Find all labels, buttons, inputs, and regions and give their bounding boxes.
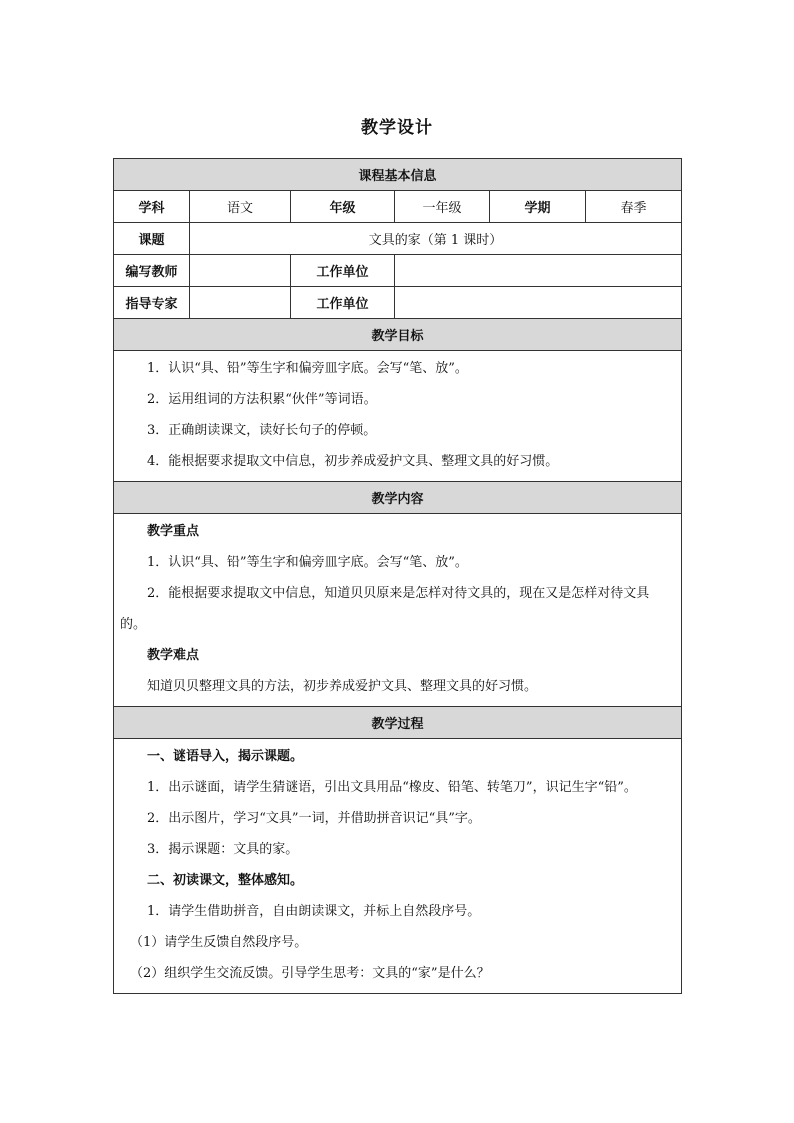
- key-point-item: 1．认识“具、铅”等生字和偏旁皿字底。会写“笔、放”。: [147, 555, 468, 570]
- lesson-label: 课题: [114, 223, 190, 255]
- process-body: [114, 739, 682, 994]
- difficult-point-text: 知道贝贝整理文具的方法，初步养成爱护文具、整理文具的好习惯。: [147, 679, 538, 694]
- goals-body: [114, 351, 682, 482]
- lesson-plan-table: [113, 158, 682, 994]
- goal-item: 1．认识“具、铅”等生字和偏旁皿字底。会写“笔、放”。: [147, 361, 468, 376]
- grade-value: 一年级: [395, 191, 490, 223]
- process-item: 1．请学生借助拼音，自由朗读课文，并标上自然段序号。: [147, 904, 481, 919]
- process-item: 3．揭示课题：文具的家。: [147, 842, 299, 857]
- difficult-points-title: 教学难点: [147, 648, 200, 663]
- basic-info-header: 课程基本信息: [114, 159, 682, 191]
- goal-item: 3．正确朗读课文，读好长句子的停顿。: [147, 423, 377, 438]
- process-item: 2．出示图片，学习“文具”一词，并借助拼音识记“具”字。: [147, 811, 481, 826]
- goal-item: 4．能根据要求提取文中信息，初步养成爱护文具、整理文具的好习惯。: [147, 454, 559, 469]
- advisor-unit-label: 工作单位: [291, 287, 395, 319]
- content-body: [114, 514, 682, 707]
- lesson-value: 文具的家（第 1 课时）: [190, 223, 682, 255]
- grade-label: 年级: [291, 191, 395, 223]
- subject-label: 学科: [114, 191, 190, 223]
- page-title: 教学设计: [361, 118, 433, 138]
- key-points-title: 教学重点: [147, 524, 200, 539]
- advisor-label: 指导专家: [114, 287, 190, 319]
- process-subitem: （2）组织学生交流反馈。引导学生思考：文具的“家”是什么？: [130, 966, 490, 981]
- process-item: 1．出示谜面，请学生猜谜语，引出文具用品“橡皮、铅笔、转笔刀”，识记生字“铅”。: [147, 780, 637, 795]
- advisor-unit-value: [395, 287, 682, 319]
- subject-value: 语文: [190, 191, 291, 223]
- process-header: 教学过程: [114, 707, 682, 739]
- term-value: 春季: [586, 191, 682, 223]
- term-label: 学期: [490, 191, 586, 223]
- work-unit-label: 工作单位: [291, 255, 395, 287]
- author-value: [190, 255, 291, 287]
- process-subitem: （1）请学生反馈自然段序号。: [130, 935, 308, 950]
- process-section-title: 一、谜语导入，揭示课题。: [147, 749, 304, 764]
- process-section-title: 二、初读课文，整体感知。: [147, 873, 304, 888]
- content-header: 教学内容: [114, 482, 682, 514]
- author-label: 编写教师: [114, 255, 190, 287]
- goal-item: 2．运用组词的方法积累“伙伴”等词语。: [147, 392, 377, 407]
- goals-header: 教学目标: [114, 319, 682, 351]
- key-point-item: 2．能根据要求提取文中信息，知道贝贝原来是怎样对待文具的，现在又是怎样对待文具的。: [120, 586, 650, 632]
- work-unit-value: [395, 255, 682, 287]
- advisor-value: [190, 287, 291, 319]
